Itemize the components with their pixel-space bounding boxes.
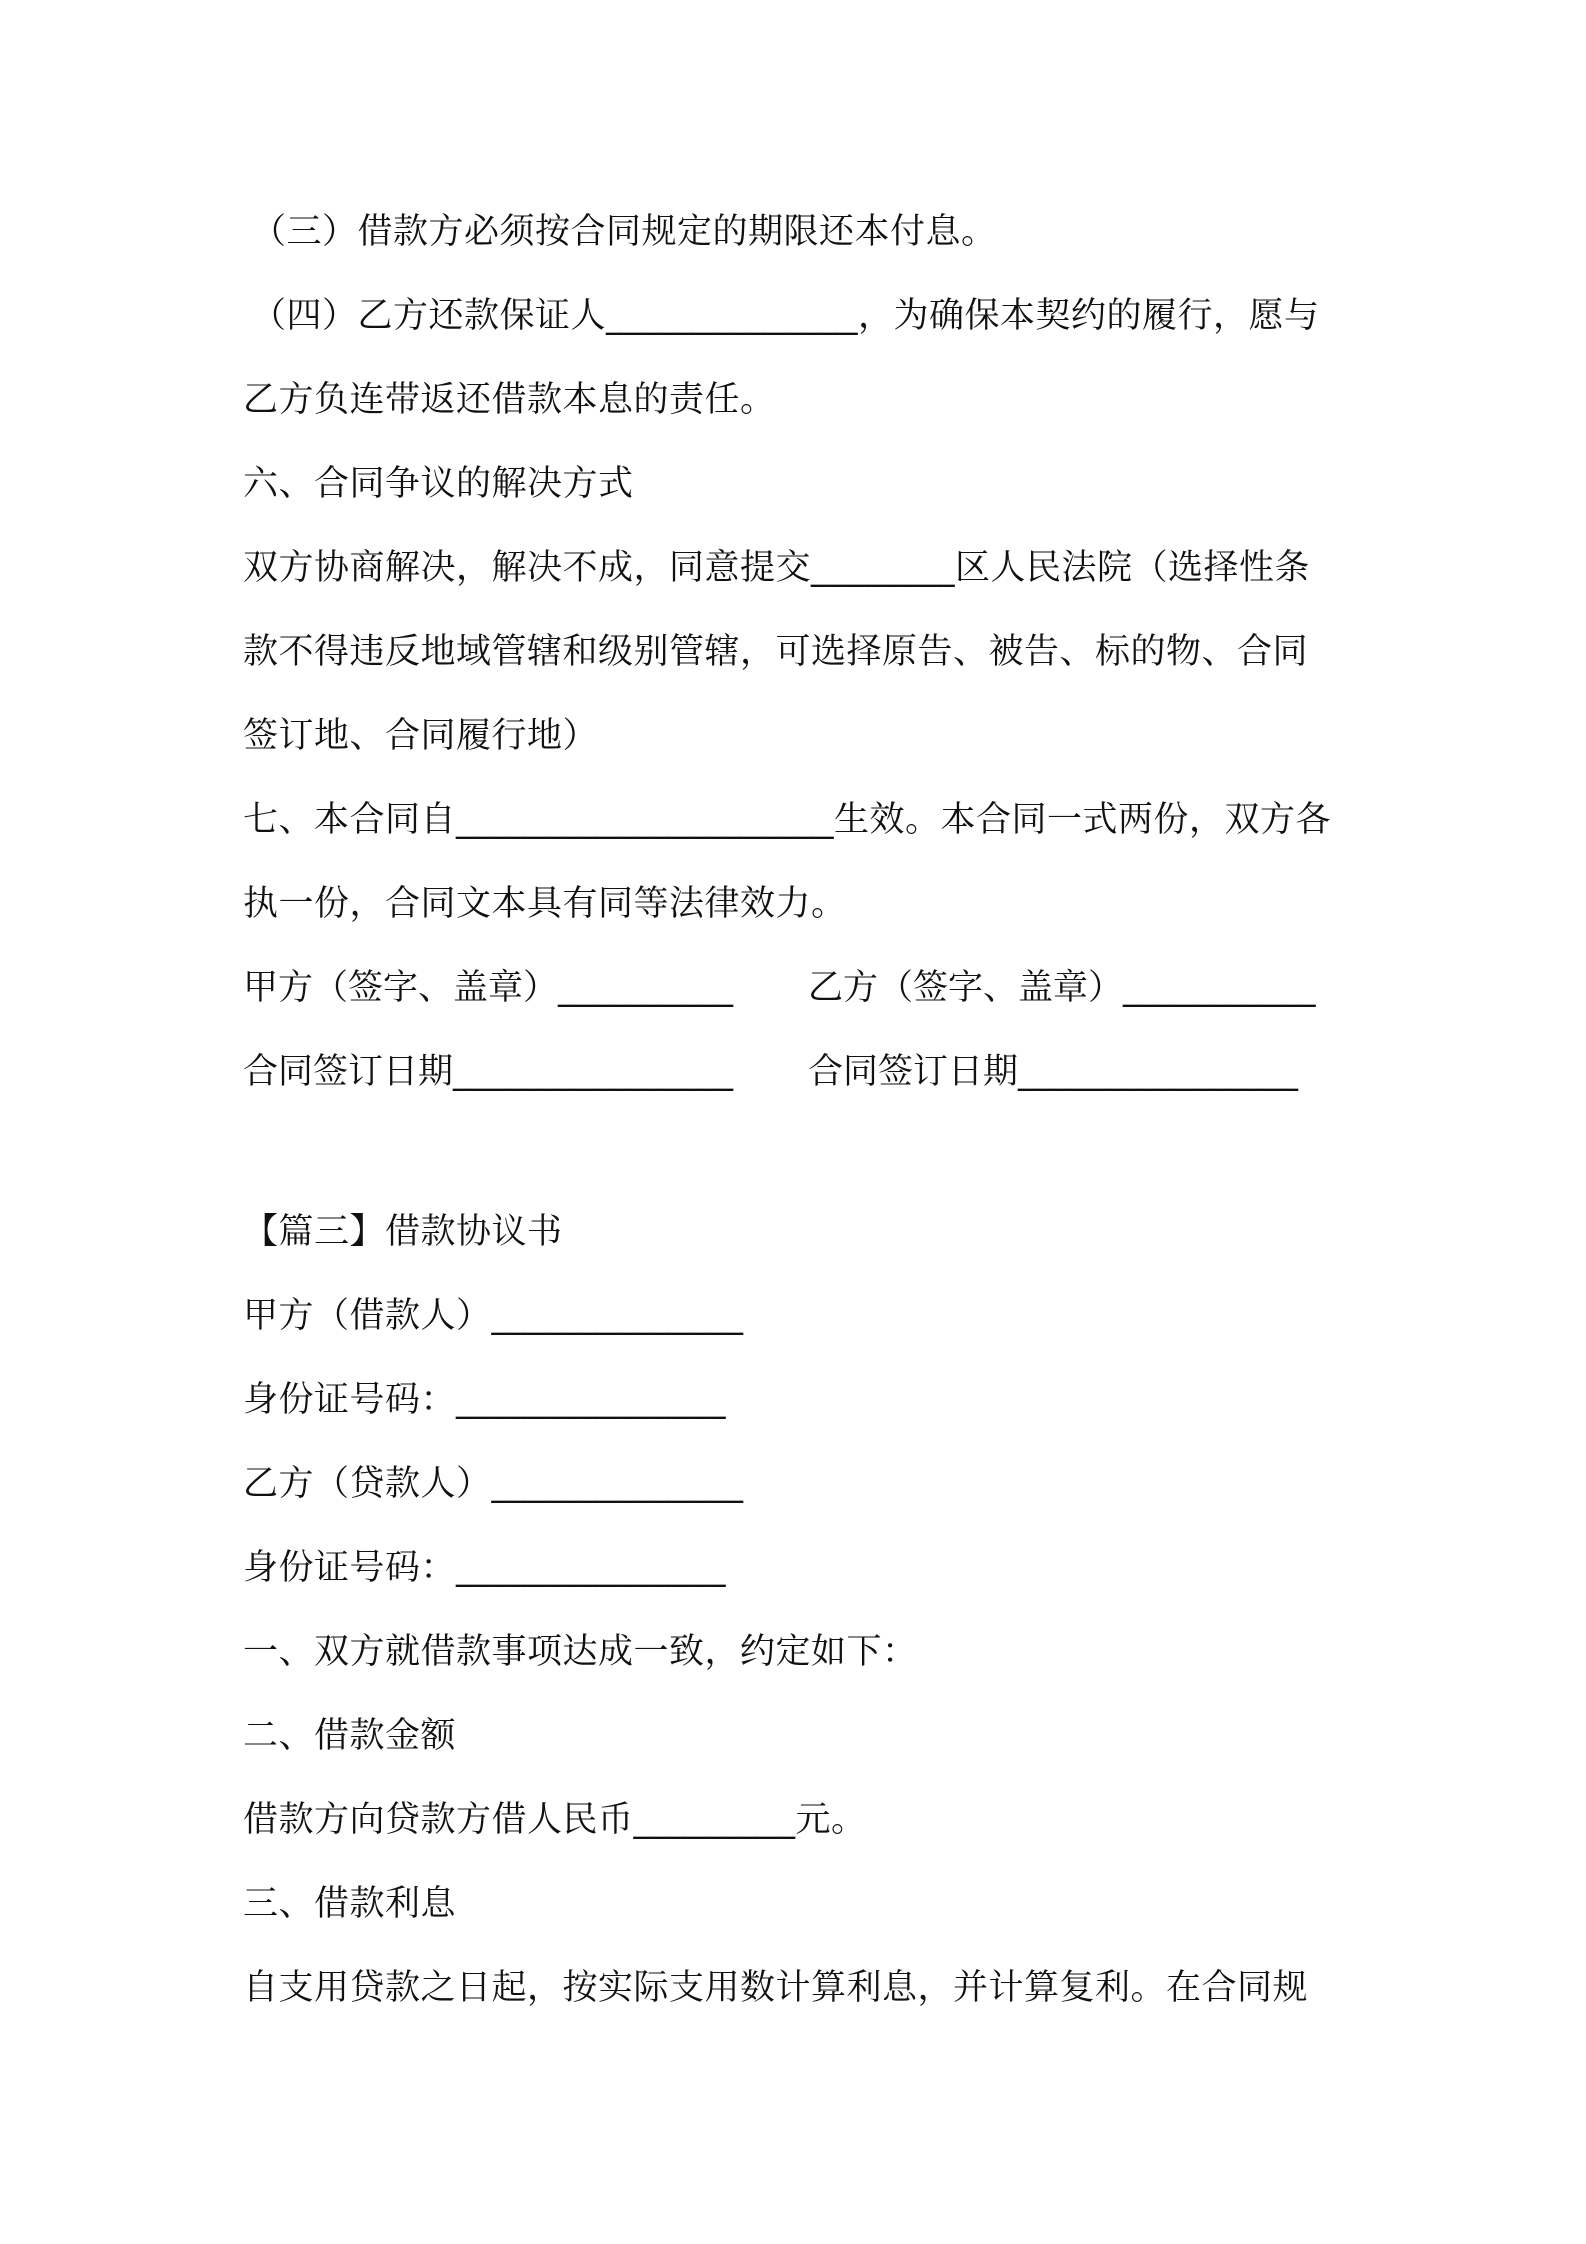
contract-section-top bbox=[243, 190, 1358, 1114]
section-2-heading: 二、借款金额 bbox=[243, 1716, 457, 1756]
party-b-id-number: 身份证号码：_______________ bbox=[243, 1548, 727, 1588]
section-6-text-2: 款不得违反地域管辖和级别管辖，可选择原告、被告、标的物、合同 bbox=[243, 632, 1309, 672]
party-a-id-number: 身份证号码：_______________ bbox=[243, 1380, 727, 1420]
party-a-borrower: 甲方（借款人）______________ bbox=[243, 1296, 744, 1336]
section-7-text-2: 执一份，合同文本具有同等法律效力。 bbox=[243, 884, 847, 924]
contract-section-bottom bbox=[243, 1190, 1358, 2030]
section-3-text-1: 自支用贷款之日起，按实际支用数计算利息，并计算复利。在合同规 bbox=[243, 1968, 1309, 2008]
section-3-heading: 三、借款利息 bbox=[243, 1884, 457, 1924]
section-2-amount: 借款方向贷款方借人民币_________元。 bbox=[243, 1800, 867, 1840]
clause-4-guarantor: （四）乙方还款保证人______________，为确保本契约的履行，愿与 bbox=[251, 296, 1320, 336]
section-6-text-1: 双方协商解决，解决不成，同意提交________区人民法院（选择性条 bbox=[243, 548, 1311, 588]
party-b-signing-date: 合同签订日期________________ bbox=[808, 1052, 1299, 1092]
clause-4-continued: 乙方负连带返还借款本息的责任。 bbox=[243, 380, 776, 420]
party-a-signing-date: 合同签订日期________________ bbox=[243, 1052, 734, 1092]
signing-date-row bbox=[243, 1030, 1358, 1114]
section-1-agreement: 一、双方就借款事项达成一致，约定如下： bbox=[243, 1632, 918, 1672]
signature-row bbox=[243, 946, 1358, 1030]
party-b-lender: 乙方（贷款人）______________ bbox=[243, 1464, 744, 1504]
party-a-signature: 甲方（签字、盖章）__________ bbox=[243, 968, 734, 1008]
party-b-signature: 乙方（签字、盖章）___________ bbox=[808, 968, 1316, 1008]
clause-3-repayment: （三）借款方必须按合同规定的期限还本付息。 bbox=[251, 212, 997, 252]
section-6-text-3: 签订地、合同履行地） bbox=[243, 716, 599, 756]
chapter-3-title: 【篇三】借款协议书 bbox=[243, 1212, 563, 1252]
section-7-text-1: 七、本合同自_____________________生效。本合同一式两份，双方各 bbox=[243, 800, 1332, 840]
section-6-heading: 六、合同争议的解决方式 bbox=[243, 464, 634, 504]
